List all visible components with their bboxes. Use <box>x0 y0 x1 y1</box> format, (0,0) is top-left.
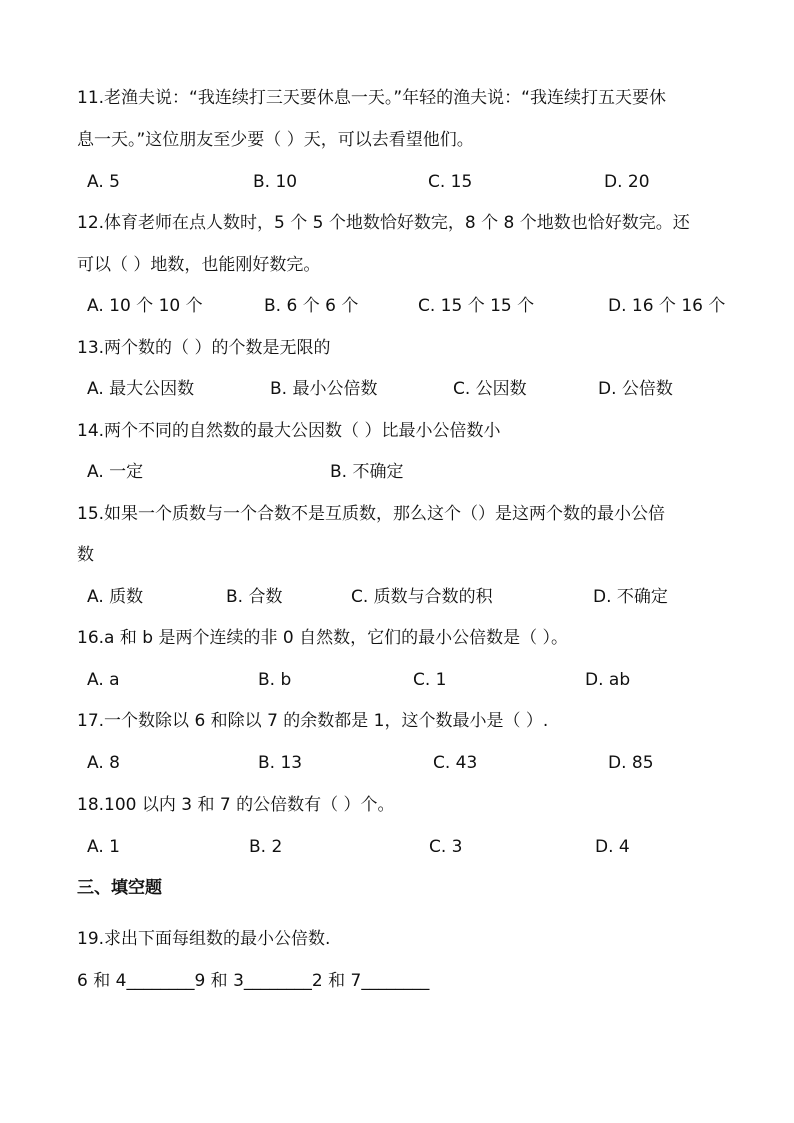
question-12-line-2: 可以（ ）地数，也能刚好数完。 <box>77 255 321 275</box>
option-d: D. 20 <box>604 172 650 192</box>
fill-blank-answers: 6 和 4________9 和 3________2 和 7________ <box>77 971 430 991</box>
option-d: D. 16 个 16 个 <box>608 296 726 316</box>
option-c: C. 公因数 <box>453 379 527 399</box>
option-a: A. 1 <box>87 837 120 857</box>
option-d: D. 公倍数 <box>598 379 673 399</box>
option-b: B. 最小公倍数 <box>270 379 378 399</box>
question-15-line-2: 数 <box>77 545 94 565</box>
section-heading: 三、填空题 <box>77 878 162 898</box>
question-17-line-1: 17.一个数除以 6 和除以 7 的余数都是 1，这个数最小是（ ）. <box>77 711 549 731</box>
question-14-line-1: 14.两个不同的自然数的最大公因数（ ）比最小公倍数小 <box>77 421 501 441</box>
question-15-line-1: 15.如果一个质数与一个合数不是互质数，那么这个（）是这两个数的最小公倍 <box>77 504 666 524</box>
option-b: B. 10 <box>253 172 298 192</box>
option-d: D. 85 <box>608 753 654 773</box>
question-11-line-1: 11.老渔夫说：“我连续打三天要休息一天。”年轻的渔夫说：“我连续打五天要休 <box>77 88 666 108</box>
question-13-line-1: 13.两个数的（ ）的个数是无限的 <box>77 338 331 358</box>
option-b: B. 2 <box>249 837 283 857</box>
option-c: C. 质数与合数的积 <box>351 587 493 607</box>
option-a: A. 最大公因数 <box>87 379 195 399</box>
option-c: C. 3 <box>429 837 463 857</box>
option-b: B. 6 个 6 个 <box>264 296 359 316</box>
option-a: A. 5 <box>87 172 120 192</box>
option-c: C. 15 个 15 个 <box>418 296 535 316</box>
question-18-line-1: 18.100 以内 3 和 7 的公倍数有（ ）个。 <box>77 795 395 815</box>
option-b: B. 13 <box>258 753 303 773</box>
question-12-line-1: 12.体育老师在点人数时，5 个 5 个地数恰好数完，8 个 8 个地数也恰好数完。还 <box>77 213 690 233</box>
option-d: D. ab <box>585 670 631 690</box>
option-a: A. a <box>87 670 120 690</box>
option-b: B. 合数 <box>226 587 283 607</box>
option-b: B. b <box>258 670 292 690</box>
option-a: A. 质数 <box>87 587 144 607</box>
option-d: D. 4 <box>595 837 630 857</box>
question-16-line-1: 16.a 和 b 是两个连续的非 0 自然数，它们的最小公倍数是（ ）。 <box>77 628 568 648</box>
option-a: A. 8 <box>87 753 120 773</box>
option-a: A. 10 个 10 个 <box>87 296 203 316</box>
option-c: C. 15 <box>428 172 473 192</box>
option-d: D. 不确定 <box>593 587 668 607</box>
option-a: A. 一定 <box>87 462 144 482</box>
question-19-line-1: 19.求出下面每组数的最小公倍数. <box>77 929 331 949</box>
option-b: B. 不确定 <box>330 462 404 482</box>
option-c: C. 43 <box>433 753 478 773</box>
option-c: C. 1 <box>413 670 447 690</box>
question-11-line-2: 息一天。”这位朋友至少要（ ）天，可以去看望他们。 <box>77 130 474 150</box>
